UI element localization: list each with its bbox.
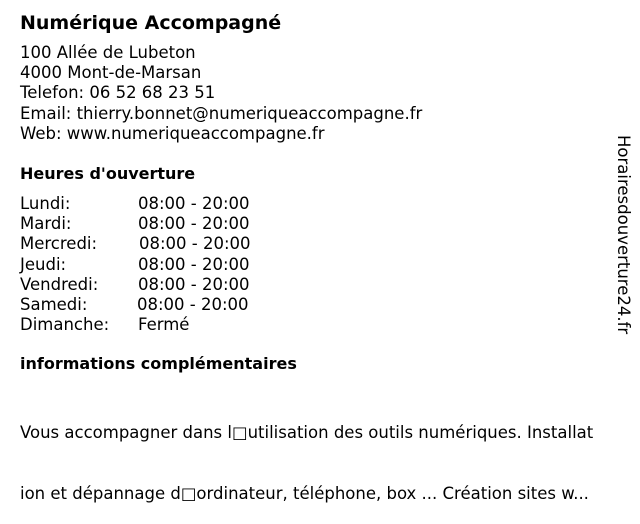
hours-row-sunday bbox=[20, 315, 320, 335]
side-brand-text: Horairesdouverture24.fr bbox=[614, 135, 633, 335]
time-value: 08:00 - 20:00 bbox=[137, 294, 249, 314]
day-label: Mercredi: bbox=[20, 234, 98, 254]
day-label: Samedi: bbox=[20, 294, 88, 314]
time-value: Fermé bbox=[138, 315, 190, 335]
hours-row-tuesday bbox=[20, 214, 320, 234]
address-street: 100 Allée de Lubeton bbox=[20, 43, 196, 62]
email-address: Email: thierry.bonnet@numeriqueaccompagne.fr bbox=[20, 103, 423, 123]
hours-row-friday bbox=[20, 275, 320, 295]
contact-block bbox=[20, 43, 422, 144]
day-label: Vendredi: bbox=[20, 274, 99, 294]
time-value: 08:00 - 20:00 bbox=[138, 254, 250, 274]
description-text bbox=[20, 383, 624, 524]
opening-hours-table bbox=[20, 194, 320, 335]
website: Web: www.numeriqueaccompagne.fr bbox=[20, 123, 325, 143]
business-name: Numérique Accompagné bbox=[20, 12, 282, 34]
info-heading: informations complémentaires bbox=[20, 354, 297, 373]
day-label: Jeudi: bbox=[20, 254, 67, 274]
address-city: 4000 Mont-de-Marsan bbox=[20, 63, 202, 83]
phone-number: Telefon: 06 52 68 23 51 bbox=[20, 83, 216, 103]
hours-heading: Heures d'ouverture bbox=[20, 164, 196, 183]
hours-row-monday bbox=[20, 194, 320, 214]
description-line: ion et dépannage d□ordinateur, téléphone, box ... Création sites w... bbox=[20, 484, 589, 504]
time-value: 08:00 - 20:00 bbox=[138, 274, 250, 294]
hours-row-thursday bbox=[20, 255, 320, 275]
time-value: 08:00 - 20:00 bbox=[138, 214, 250, 234]
time-value: 08:00 - 20:00 bbox=[139, 234, 251, 254]
time-value: 08:00 - 20:00 bbox=[138, 194, 250, 213]
hours-row-wednesday bbox=[20, 234, 320, 254]
day-label: Dimanche: bbox=[20, 315, 110, 335]
description-line: Vous accompagner dans l□utilisation des outils numériques. Installat bbox=[20, 423, 594, 443]
day-label: Lundi: bbox=[20, 194, 71, 213]
day-label: Mardi: bbox=[20, 214, 72, 234]
hours-row-saturday bbox=[20, 295, 320, 315]
side-brand-watermark bbox=[612, 135, 634, 370]
